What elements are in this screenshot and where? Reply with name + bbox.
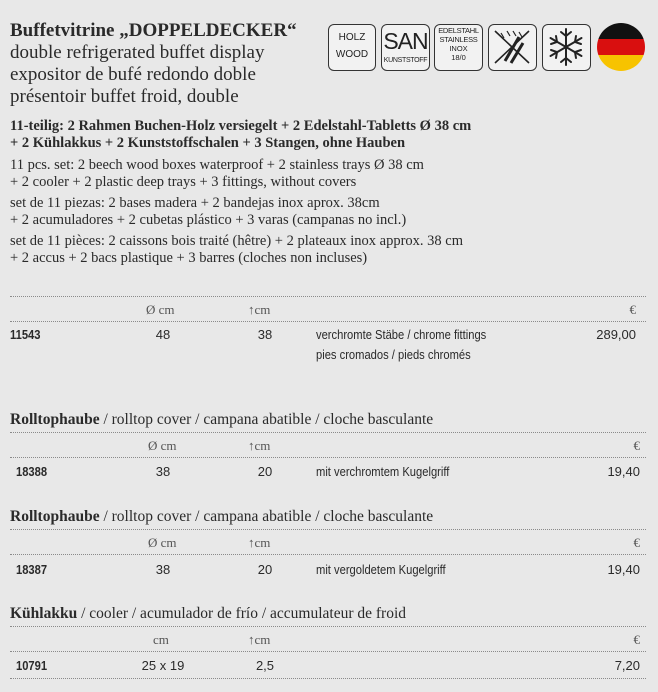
header-height: ↑cm xyxy=(248,438,271,453)
stainless-steel-icon xyxy=(434,24,483,71)
holz-label: HOLZ xyxy=(338,32,366,43)
arrow-up-icon: ↑ xyxy=(248,632,255,647)
header-diameter: Ø cm xyxy=(148,535,177,550)
desc-fr: set de 11 pièces: 2 caissons bois traité (hêtre) + 2 plateaux inox approx. 38 cm xyxy=(10,233,463,249)
holz-wood-icon xyxy=(328,24,376,71)
article-number: 10791 xyxy=(16,658,48,673)
article-number: 18388 xyxy=(16,464,48,479)
divider xyxy=(10,432,646,433)
section-title: Rolltophaube / rolltop cover / campana abatible / cloche basculante xyxy=(10,411,434,428)
edelstahl-label: EDELSTAHL xyxy=(438,26,479,35)
header-diameter: Ø cm xyxy=(148,438,177,453)
arrow-up-icon: ↑ xyxy=(248,438,255,453)
germany-flag-icon xyxy=(597,23,645,71)
section-title: Kühlakku / cooler / acumulador de frío / accumulateur de froid xyxy=(10,605,407,622)
snowflake-icon xyxy=(542,24,591,71)
header-currency: € xyxy=(633,535,640,550)
divider xyxy=(10,529,646,530)
header-height: ↑cm xyxy=(248,535,271,550)
arrow-up-icon: ↑ xyxy=(248,535,255,550)
product-title: Buffetvitrine „DOPPELDECKER“ xyxy=(10,20,297,41)
article-number: 11543 xyxy=(10,327,41,342)
product-title-fr: présentoir buffet froid, double xyxy=(10,86,239,107)
kunststoff-label: KUNSTSTOFF xyxy=(383,57,428,64)
price: 7,20 xyxy=(614,658,640,673)
san-label: SAN xyxy=(383,28,428,54)
steel-grade-label: 18/0 xyxy=(451,53,466,62)
divider xyxy=(10,626,646,627)
row-description-2: pies cromados / pieds chromés xyxy=(316,347,471,362)
desc-es: set de 11 piezas: 2 bases madera + 2 bandejas inox aprox. 38cm xyxy=(10,195,380,211)
row-description: mit vergoldetem Kugelgriff xyxy=(316,562,446,577)
divider xyxy=(10,457,646,458)
header-height: ↑cm xyxy=(248,632,271,647)
height-value: 2,5 xyxy=(255,658,275,673)
diameter-value: 38 xyxy=(155,464,171,479)
desc-de-2: + 2 Kühlakkus + 2 Kunststoffschalen + 3 Stangen, ohne Hauben xyxy=(10,135,406,151)
desc-en: 11 pcs. set: 2 beech wood boxes waterproof + 2 stainless trays Ø 38 cm xyxy=(10,157,424,173)
desc-en-2: + 2 cooler + 2 plastic deep trays + 3 fittings, without covers xyxy=(10,174,357,190)
row-description: verchromte Stäbe / chrome fittings xyxy=(316,327,487,342)
row-description: mit verchromtem Kugelgriff xyxy=(316,464,450,479)
divider xyxy=(10,678,646,679)
divider xyxy=(10,651,646,652)
price: 289,00 xyxy=(596,327,636,342)
dimensions-value: 25 x 19 xyxy=(141,658,185,673)
no-dishwasher-icon xyxy=(488,24,537,71)
header-dimensions: cm xyxy=(153,632,169,647)
header-diameter: Ø cm xyxy=(146,302,175,317)
height-value: 20 xyxy=(257,464,273,479)
header-height: ↑cm xyxy=(248,302,271,317)
product-title-en: double refrigerated buffet display xyxy=(10,42,265,63)
san-plastic-icon xyxy=(381,24,430,71)
price: 19,40 xyxy=(607,464,640,479)
height-value: 20 xyxy=(257,562,273,577)
divider xyxy=(10,321,646,322)
divider xyxy=(10,554,646,555)
diameter-value: 48 xyxy=(155,327,171,342)
stainless-label: STAINLESS xyxy=(439,35,478,44)
desc-de: 11-teilig: 2 Rahmen Buchen-Holz versiegelt + 2 Edelstahl-Tabletts Ø 38 cm xyxy=(10,118,472,134)
inox-label: INOX xyxy=(449,44,468,53)
header-currency: € xyxy=(633,632,640,647)
diameter-value: 38 xyxy=(155,562,171,577)
desc-es-2: + 2 acumuladores + 2 cubetas plástico + 3 varas (campanas no incl.) xyxy=(10,212,407,228)
desc-fr-2: + 2 accus + 2 bacs plastique + 3 barres (cloches non incluses) xyxy=(10,250,368,266)
article-number: 18387 xyxy=(16,562,48,577)
header-currency: € xyxy=(629,302,636,317)
arrow-up-icon: ↑ xyxy=(248,302,255,317)
wood-label: WOOD xyxy=(335,49,369,60)
product-title-es: expositor de bufé redondo doble xyxy=(10,64,256,85)
height-value: 38 xyxy=(257,327,273,342)
divider xyxy=(10,296,646,297)
section-title: Rolltophaube / rolltop cover / campana abatible / cloche basculante xyxy=(10,508,434,525)
header-currency: € xyxy=(633,438,640,453)
price: 19,40 xyxy=(607,562,640,577)
